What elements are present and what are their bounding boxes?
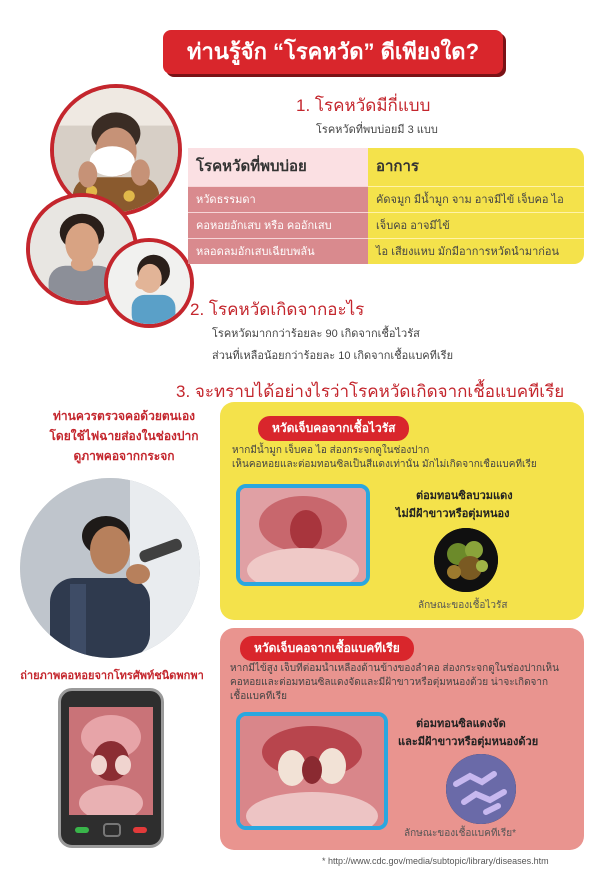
photo-girl-coughing bbox=[104, 238, 194, 328]
phone-photo-text: ถ่ายภาพคอหอยจากโทรศัพท์ชนิดพกพา bbox=[20, 670, 204, 682]
table-cell-type: หลอดลมอักเสบเฉียบพลัน bbox=[188, 238, 368, 264]
photo-man-flashlight bbox=[20, 478, 200, 658]
bacterial-sore-throat-panel bbox=[220, 628, 584, 850]
source-footnote: * http://www.cdc.gov/media/subtopic/library/diseases.htm bbox=[322, 856, 549, 866]
bacterial-desc-line1: หากมีไข้สูง เจ็บที่ต่อมน้ำเหลืองด้านข้างของลำคอ ส่องกระจกดูในช่องปากเห็น bbox=[230, 663, 559, 674]
table-row bbox=[188, 186, 584, 212]
girl-coughing-image bbox=[108, 242, 190, 324]
self-check-line1: ท่านควรตรวจคอด้วยตนเอง bbox=[52, 409, 196, 423]
bacterial-desc-line2: คอหอยและต่อมทอนซิลแดงจัดและมีฝ้าขาวหรือตุ่มหนองด้วย น่าจะเกิดจาก bbox=[230, 677, 549, 688]
table-header-row bbox=[188, 148, 584, 186]
viral-caption: ลักษณะของเชื้อไวรัส bbox=[418, 600, 508, 611]
bacterial-bold-line2: และมีฝ้าขาวหรือตุ่มหนองด้วย bbox=[398, 736, 539, 748]
viral-bold-line1: ต่อมทอนซิลบวมแดง bbox=[416, 490, 513, 502]
table-cell-type: หวัดธรรมดา bbox=[188, 186, 368, 212]
viral-desc-line1: หากมีน้ำมูก เจ็บคอ ไอ ส่องกระจกดูในช่องปาก bbox=[232, 445, 430, 456]
self-check-line2: โดยใช้ไฟฉายส่องในช่องปาก bbox=[49, 429, 199, 443]
bacterial-label: หวัดเจ็บคอจากเชื้อแบคทีเรีย bbox=[240, 636, 414, 661]
phone-home-button bbox=[103, 823, 121, 837]
viral-desc-line2: เห็นคอหอยและต่อมทอนซิลเป็นสีแดงเท่านั้น มักไม่เกิดจากเชื้อแบคทีเรีย bbox=[232, 459, 537, 470]
table-header-type: โรคหวัดที่พบบ่อย bbox=[188, 148, 368, 186]
self-check-text bbox=[34, 406, 214, 466]
virus-icon bbox=[434, 528, 498, 592]
smartphone bbox=[58, 688, 164, 848]
bacterial-desc-line3: เชื้อแบคทีเรีย bbox=[230, 691, 287, 702]
self-check-line3: ดูภาพคอจากกระจก bbox=[73, 449, 175, 463]
page-title: ท่านรู้จัก “โรคหวัด” ดีเพียงใด? bbox=[163, 30, 503, 74]
viral-throat-image bbox=[240, 488, 366, 582]
bacterial-throat-photo bbox=[236, 712, 388, 830]
viral-throat-photo bbox=[236, 484, 370, 586]
table-row bbox=[188, 238, 584, 264]
bacterial-bold-line1: ต่อมทอนซิลแดงจัด bbox=[416, 718, 506, 730]
section2-line2: ส่วนที่เหลือน้อยกว่าร้อยละ 10 เกิดจากเชื้อแบคทีเรีย bbox=[212, 350, 454, 362]
bacterial-throat-image bbox=[240, 716, 384, 826]
phone-end-icon bbox=[133, 827, 147, 833]
bacteria-image bbox=[446, 754, 516, 824]
phone-call-icon bbox=[75, 827, 89, 833]
table-cell-symptom: เจ็บคอ อาจมีไข้ bbox=[368, 212, 584, 238]
section3-heading: 3. จะทราบได้อย่างไรว่าโรคหวัดเกิดจากเชื้อแบคทีเรีย bbox=[176, 382, 565, 401]
table-cell-symptom: ไอ เสียงแหบ มักมีอาการหวัดนำมาก่อน bbox=[368, 238, 584, 264]
table-cell-symptom: คัดจมูก มีน้ำมูก จาม อาจมีไข้ เจ็บคอ ไอ bbox=[368, 186, 584, 212]
section2-line1: โรคหวัดมากกว่าร้อยละ 90 เกิดจากเชื้อไวรัส bbox=[212, 328, 420, 340]
bacteria-icon bbox=[446, 754, 516, 824]
section1-subtitle: โรคหวัดที่พบบ่อยมี 3 แบบ bbox=[316, 124, 438, 136]
table-row bbox=[188, 212, 584, 238]
phone-screen bbox=[69, 707, 153, 815]
bacterial-caption: ลักษณะของเชื้อแบคทีเรีย* bbox=[404, 828, 516, 839]
section2-heading: 2. โรคหวัดเกิดจากอะไร bbox=[190, 300, 365, 319]
viral-bold-line2: ไม่มีฝ้าขาวหรือตุ่มหนอง bbox=[396, 508, 510, 520]
virus-image bbox=[434, 528, 498, 592]
viral-label: หวัดเจ็บคอจากเชื้อไวรัส bbox=[258, 416, 409, 441]
section1-heading: 1. โรคหวัดมีกี่แบบ bbox=[296, 96, 431, 115]
table-header-symptom: อาการ bbox=[368, 148, 584, 186]
cold-types-table bbox=[188, 148, 584, 264]
viral-sore-throat-panel bbox=[220, 402, 584, 620]
man-flashlight-image bbox=[20, 478, 200, 658]
phone-throat-image bbox=[69, 707, 153, 815]
table-cell-type: คอหอยอักเสบ หรือ คออักเสบ bbox=[188, 212, 368, 238]
